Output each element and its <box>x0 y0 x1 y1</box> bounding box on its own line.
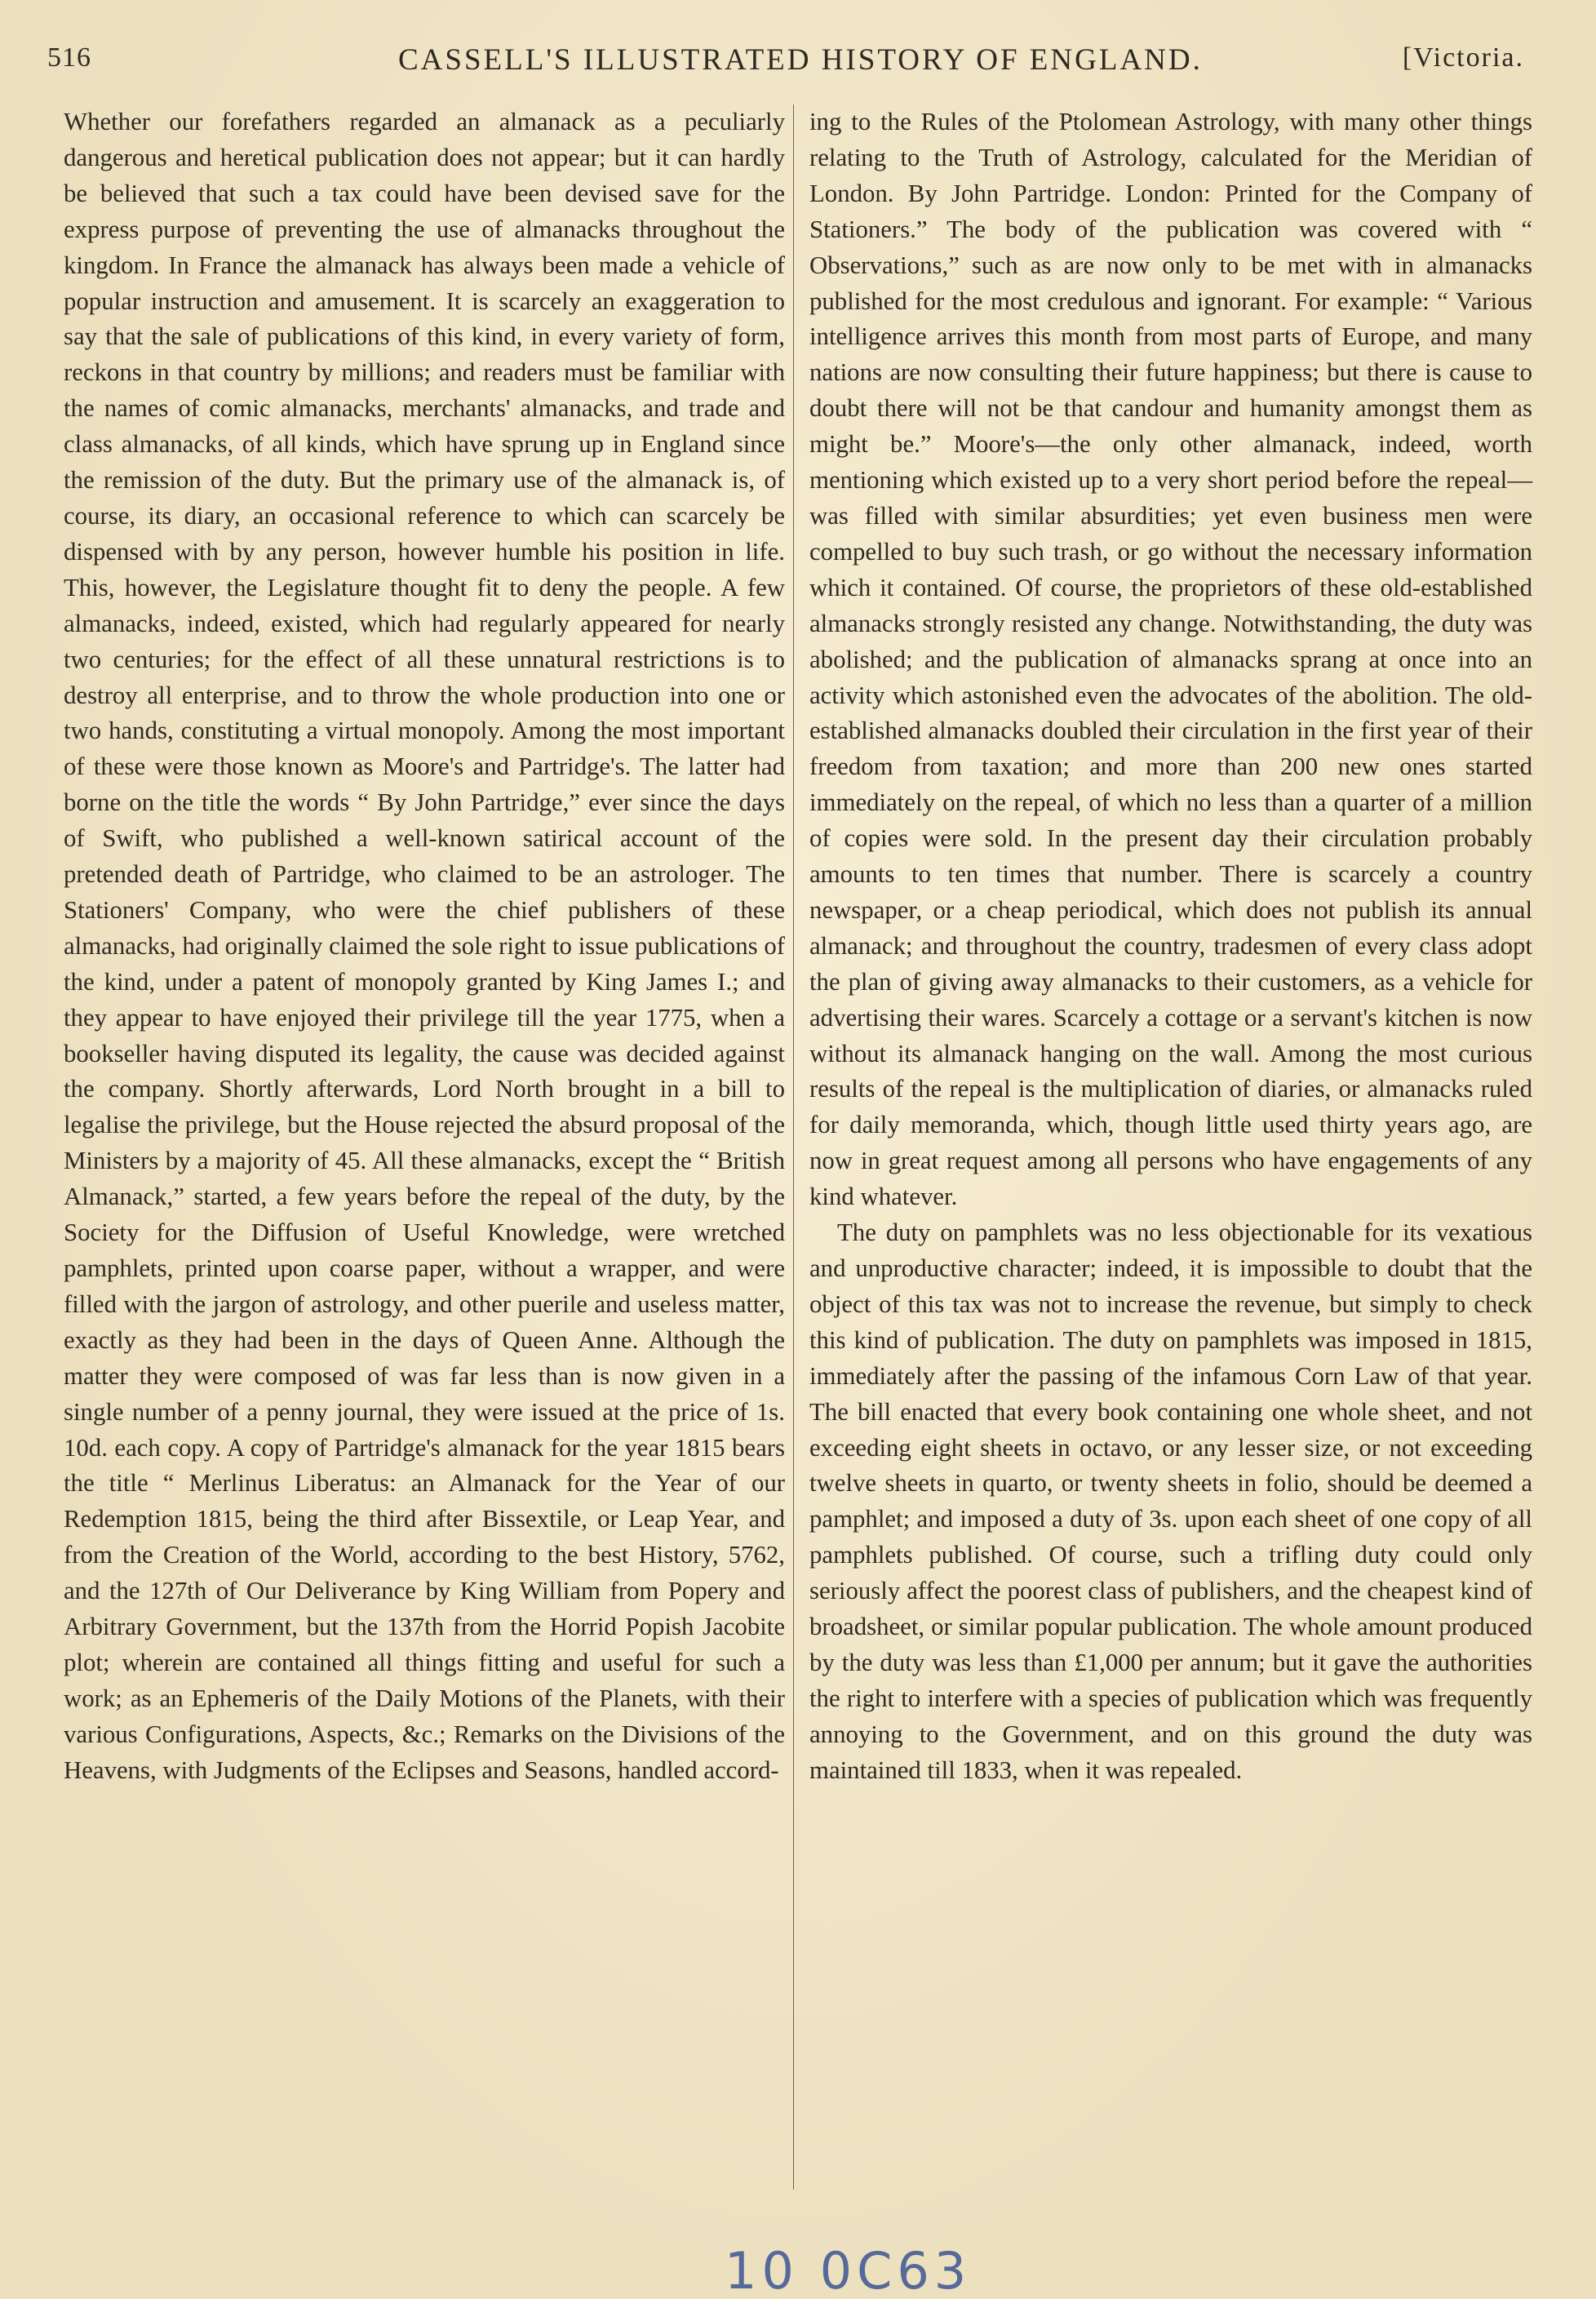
left-column <box>64 104 785 1789</box>
right-column-paragraph-pamphlet-duty: The duty on pamphlets was no less objectionable for its vexatious and unproductive character; indeed, it is impossible to doubt that the object of this tax was not to increase the revenue, but simply to check this kind of publication. The duty on pamphlets was imposed in 1815, immediately after the passing of the infamous Corn Law of that year. The bill enacted that every book containing one whole sheet, and not exceeding eight sheets in octavo, or any lesser size, or not exceeding twelve sheets in quarto, or twenty sheets in folio, should be deemed a pamphlet; and imposed a duty of 3s. upon each sheet of one copy of all pamphlets published. Of course, such a trifling duty could only seriously affect the poorest class of publishers, and the cheapest kind of broadsheet, or similar popular publication. The whole amount produced by the duty was less than £1,000 per annum; but it gave the authorities the right to interfere with a species of publication which was frequently annoying to the Government, and on this ground the duty was maintained till 1833, when it was repealed. <box>809 1218 1532 1784</box>
page-header <box>47 42 1524 91</box>
column-divider <box>793 104 794 2190</box>
right-column <box>809 104 1532 1789</box>
catalog-stamp: 10 0C63 <box>725 2246 972 2299</box>
right-column-paragraph-continued: ing to the Rules of the Ptolomean Astrology, with many other things relating to the Truth of Astrology, calculated for the Meridian of London. By John Partridge. London: Printed for the Company of Stationers.” The body of the publication was covered with “ Observations,” such as are now only to be met with in almanacks published for the most credulous and ignorant. For example: “ Various intelligence arrives this month from most parts of Europe, and many nations are now consulting their future happiness; but there is cause to doubt there will not be that candour and humanity amongst them as might be.” Moore's—the only other almanack, indeed, worth mentioning which existed up to a very short period before the repeal—was filled with similar absurdities; yet even business men were compelled to buy such trash, or go without the necessary information which it contained. Of course, the proprietors of these old-established almanacks strongly resisted any change. Notwithstanding, the duty was abolished; and the publication of almanacks sprang at once into an activity which astonished even the advocates of the abolition. The old-established almanacks doubled their circulation in the first year of their freedom from taxation; and more than 200 new ones started immediately on the repeal, of which no less than a quarter of a million of copies were sold. In the present day their circulation probably amounts to ten times that number. There is scarcely a country newspaper, or a cheap periodical, which does not publish its annual almanack; and throughout the country, tradesmen of every class adopt the plan of giving away almanacks to their customers, as a vehicle for advertising their wares. Scarcely a cottage or a servant's kitchen is now without its almanack hanging on the wall. Among the most curious results of the repeal is the multiplication of diaries, or almanacks ruled for daily memoranda, which, though little used thirty years ago, are now in great request among all persons who have engagements of any kind whatever. <box>809 108 1532 1211</box>
running-title: CASSELL'S ILLUSTRATED HISTORY OF ENGLAND. <box>398 43 1203 77</box>
page-number: 516 <box>47 42 91 73</box>
section-tag: [Victoria. <box>1402 42 1524 73</box>
left-column-paragraph: Whether our forefathers regarded an almanack as a peculiarly dangerous and heretical publication does not appear; but it can hardly be believed that such a tax could have been devised save for the express purpose of preventing the use of almanacks throughout the kingdom. In France the almanack has always been made a vehicle of popular instruction and amusement. It is scarcely an exaggeration to say that the sale of publications of this kind, in every variety of form, reckons in that country by millions; and readers must be familiar with the names of comic almanacks, merchants' almanacks, and trade and class almanacks, of all kinds, which have sprung up in England since the remission of the duty. But the primary use of the almanack is, of course, its diary, an occasional reference to which can scarcely be dispensed with by any person, however humble his position in life. This, however, the Legislature thought fit to deny the people. A few almanacks, indeed, existed, which had regularly appeared for nearly two centuries; for the effect of all these unnatural restrictions is to destroy all enterprise, and to throw the whole production into one or two hands, constituting a virtual monopoly. Among the most important of these were those known as Moore's and Partridge's. The latter had borne on the title the words “ By John Partridge,” ever since the days of Swift, who published a well-known satirical account of the pretended death of Partridge, who claimed to be an astrologer. The Stationers' Company, who were the chief publishers of these almanacks, had originally claimed the sole right to issue publications of the kind, under a patent of monopoly granted by King James I.; and they appear to have enjoyed their privilege till the year 1775, when a bookseller having disputed its legality, the cause was decided against the company. Shortly afterwards, Lord North brought in a bill to legalise the privilege, but the House rejected the absurd proposal of the Ministers by a majority of 45. All these almanacks, except the “ British Almanack,” started, a few years before the repeal of the duty, by the Society for the Diffusion of Useful Knowledge, were wretched pamphlets, printed upon coarse paper, without a wrapper, and were filled with the jargon of astrology, and other puerile and useless matter, exactly as they had been in the days of Queen Anne. Although the matter they were composed of was far less than is now given in a single number of a penny journal, they were issued at the price of 1s. 10d. each copy. A copy of Partridge's almanack for the year 1815 bears the title “ Merlinus Liberatus: an Almanack for the Year of our Redemption 1815, being the third after Bissextile, or Leap Year, and from the Creation of the World, according to the best History, 5762, and the 127th of Our Deliverance by King William from Popery and Arbitrary Government, but the 137th from the Horrid Popish Jacobite plot; wherein are contained all things fitting and useful for such a work; as an Ephemeris of the Daily Motions of the Planets, with their various Configurations, Aspects, &c.; Remarks on the Divisions of the Heavens, with Judgments of the Eclipses and Seasons, handled accord- <box>64 108 785 1784</box>
